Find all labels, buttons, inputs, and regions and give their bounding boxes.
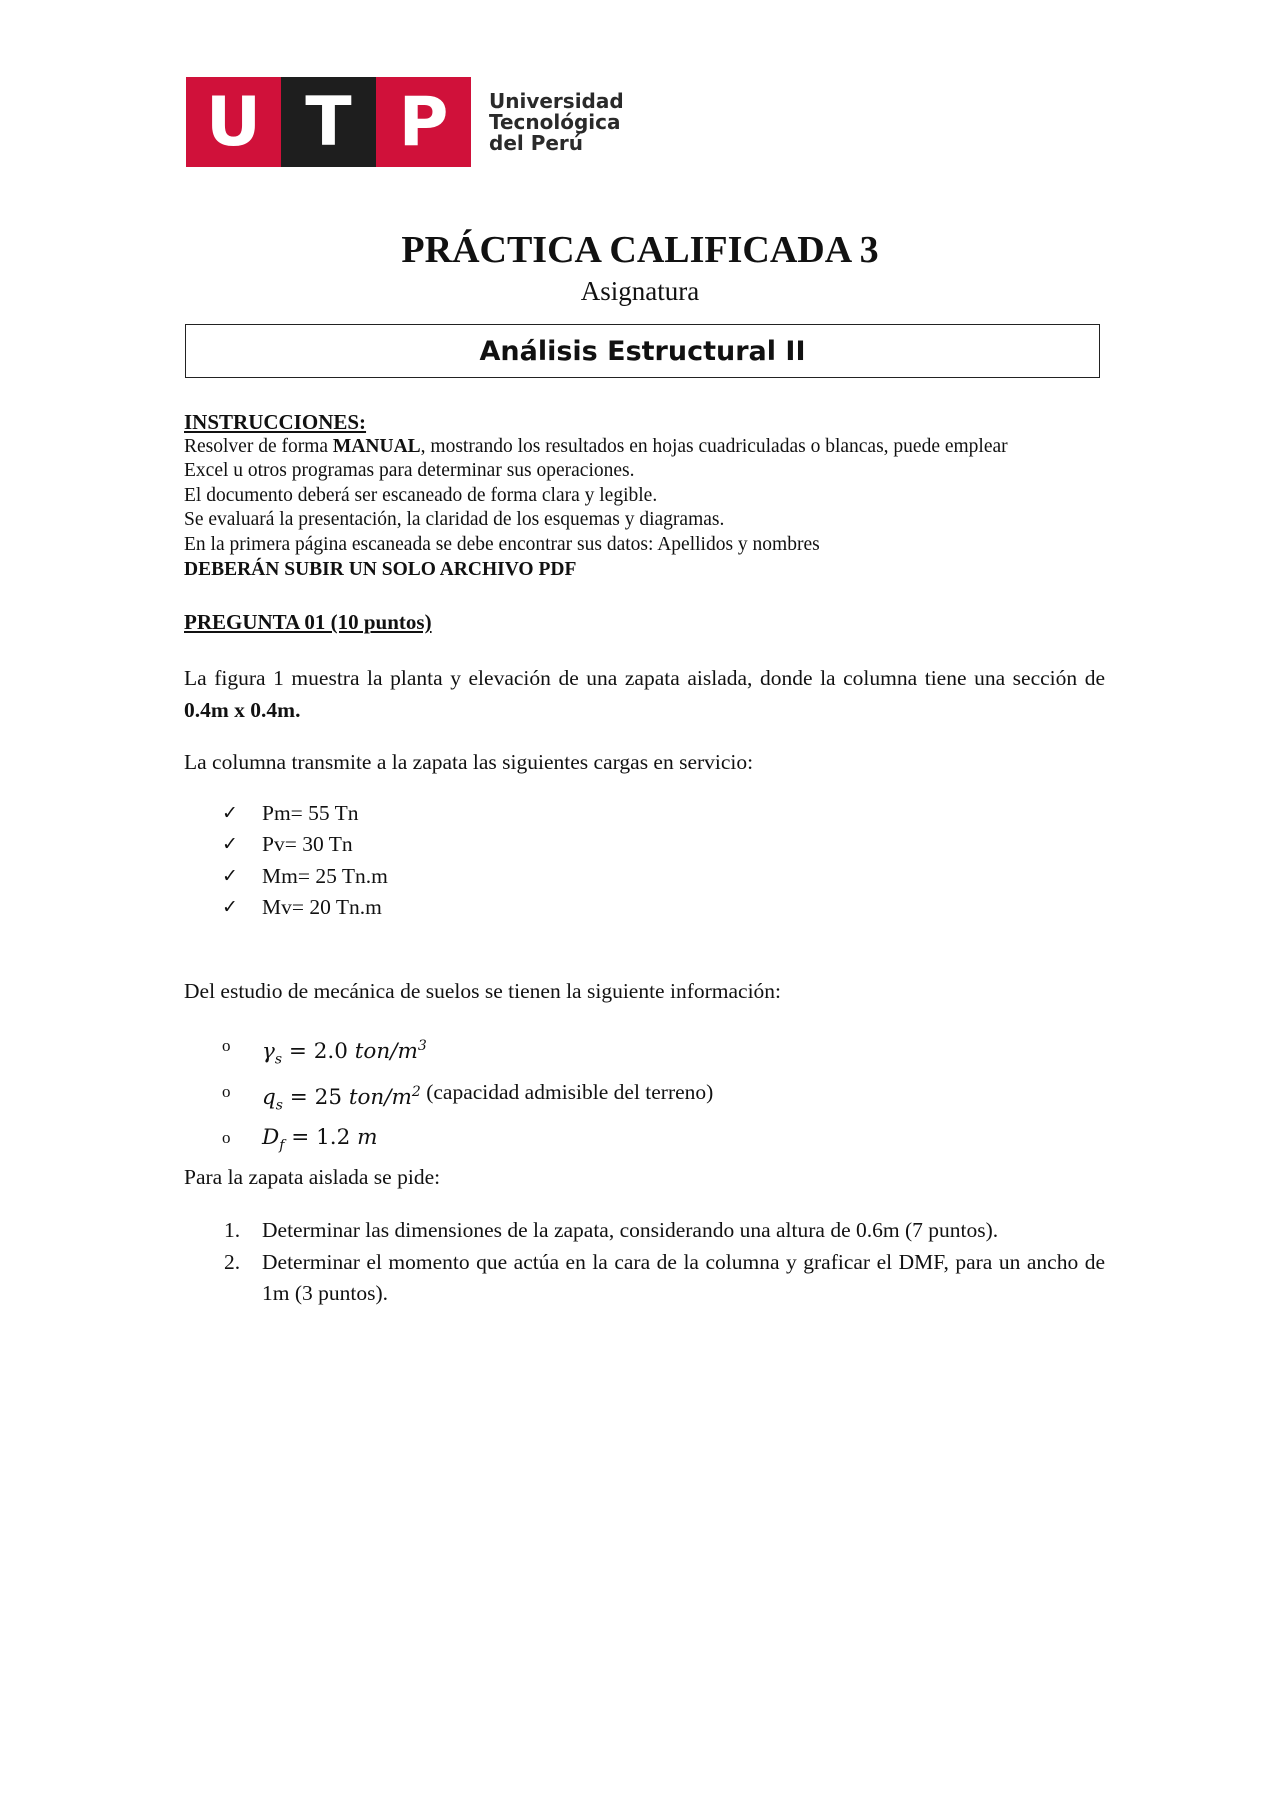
math-unit: ton/m [354,1039,418,1065]
check-icon: ✓ [222,802,238,824]
math-value: 2.0 [313,1039,348,1065]
math-exponent: 2 [411,1083,421,1100]
list-item [184,1215,1105,1247]
circle-bullet-icon: o [222,1036,231,1055]
instruction-text: Resolver de forma [184,435,333,457]
math-symbol: γ [262,1039,275,1065]
math-symbol: D [262,1124,280,1150]
logo-name-line: Universidad [489,88,624,113]
loads-intro: La columna transmite a la zapata las siguientes cargas en servicio: [184,750,754,774]
math-symbol: q [262,1085,276,1111]
check-icon: ✓ [222,895,238,918]
logo-letter-u: U [186,77,281,167]
soil-data-list [222,1030,713,1162]
logo-university-name [489,88,624,155]
question-heading: PREGUNTA 01 (10 puntos) [184,610,432,634]
logo-name-line: Tecnológica [489,109,621,134]
column-section: 0.4m x 0.4m. [184,697,301,722]
task-number: 1. [224,1218,241,1242]
soil-unit-weight: $\gamma_s = 2.0$ ton/$m^3$ [262,1038,427,1068]
foundation-depth: $D_f = 1.2$ m [262,1124,378,1154]
load-value: Mv= 20 Tn.m [262,894,382,919]
list-item [184,1247,1105,1310]
question-intro-text: La figura 1 muestra la planta y elevación de una zapata aislada, donde la columna tiene una sección de [184,666,1105,690]
page-title: PRÁCTICA CALIFICADA 3 [401,229,879,271]
tasks-intro: Para la zapata aislada se pide: [184,1165,441,1189]
tasks-list [184,1215,1105,1310]
question-intro [184,663,1105,726]
circle-bullet-icon: o [222,1127,231,1147]
instructions-heading: INSTRUCCIONES: [184,410,367,434]
logo-name-line: del Perú [489,130,584,155]
instruction-emphasis: MANUAL [332,435,421,457]
circle-bullet-icon: o [222,1081,231,1101]
math-unit: ton/m [348,1085,412,1111]
load-value: Mm= 25 Tn.m [262,863,388,888]
math-unit: m [357,1124,378,1150]
instruction-line: Se evaluará la presentación, la claridad de los esquemas y diagramas. [184,509,725,531]
list-item [222,829,388,860]
course-name: Análisis Estructural II [479,335,806,367]
instruction-line: DEBERÁN SUBIR UN SOLO ARCHIVO PDF [184,558,577,580]
task-number: 2. [224,1249,241,1274]
math-value: 1.2 [316,1124,351,1150]
soil-intro: Del estudio de mecánica de suelos se tienen la siguiente información: [184,979,782,1003]
task-number-wrap [184,1215,262,1247]
load-value: Pm= 55 Tn [262,801,359,825]
logo-letter-p: P [376,77,471,167]
list-item [222,1076,713,1122]
math-exponent: 3 [417,1038,427,1054]
task-text: Determinar las dimensiones de la zapata, considerando una altura de 0.6m (7 puntos). [262,1218,999,1242]
instruction-text: , mostrando los resultados en hojas cuadriculadas o blancas, puede emplear [420,435,1008,457]
loads-list [222,798,388,923]
math-subscript: s [274,1051,283,1068]
math-subscript: s [275,1097,283,1114]
math-value: 25 [314,1085,342,1111]
instruction-line: Excel u otros programas para determinar sus operaciones. [184,460,635,482]
list-item [222,1030,713,1076]
task-number-wrap [184,1247,262,1310]
page-subtitle: Asignatura [580,276,700,306]
list-item [222,861,388,892]
soil-note: (capacidad admisible del terreno) [426,1079,714,1104]
check-icon: ✓ [222,864,238,887]
soil-bearing-capacity: $q_s = 25$ ton/$m^2$ [262,1083,421,1114]
math-subscript: f [279,1137,285,1154]
course-name-box [185,324,1100,378]
instruction-line [184,435,1104,460]
utp-logo [186,77,624,167]
load-value: Pv= 30 Tn [262,832,353,857]
instruction-line: En la primera página escaneada se debe encontrar sus datos: Apellidos y nombres [184,533,820,555]
check-icon: ✓ [222,833,238,856]
logo-letter-t: T [281,77,376,167]
list-item [222,1122,713,1162]
list-item [222,798,388,829]
task-text: Determinar el momento que actúa en la cara de la columna y graficar el DMF, para un ancho de 1m (3 puntos). [262,1249,1105,1305]
list-item [222,892,388,923]
instructions-section [184,410,1104,582]
instruction-line: El documento deberá ser escaneado de forma clara y legible. [184,484,658,506]
